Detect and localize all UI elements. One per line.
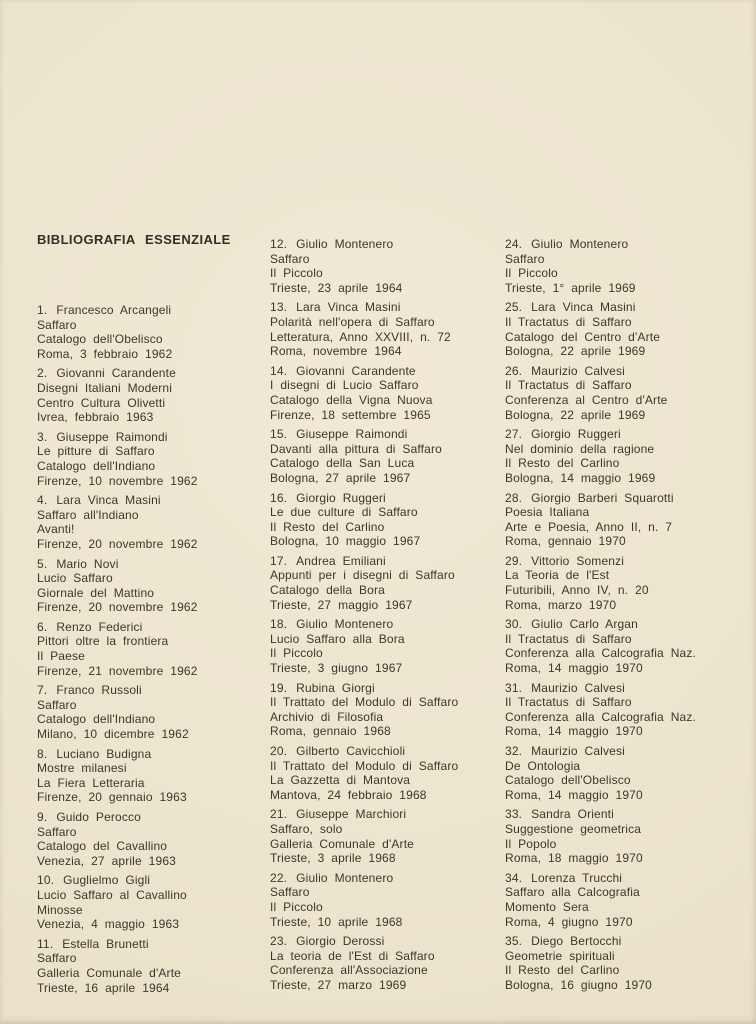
entry-line: Firenze, 10 novembre 1962 xyxy=(37,473,198,488)
entry-author-line xyxy=(270,554,500,569)
entry-line: Il Resto del Carlino xyxy=(505,963,620,978)
entry-line: Trieste, 23 aprile 1964 xyxy=(270,280,403,295)
entry-number: 17. xyxy=(270,553,288,568)
entry-number: 14. xyxy=(270,363,288,378)
entry-line: Conferenza alla Calcografia Naz. xyxy=(505,646,696,661)
entry-line: Archivio di Filosofia xyxy=(270,709,384,724)
entry-line: Bologna, 10 maggio 1967 xyxy=(270,534,421,549)
entry-author-line xyxy=(270,681,500,696)
entry-author-line xyxy=(270,491,500,506)
entry-author-line xyxy=(505,554,735,569)
entry-number: 35. xyxy=(505,934,523,949)
entry-line: Suggestione geometrica xyxy=(505,821,642,836)
entry-line: Saffaro, solo xyxy=(270,821,343,836)
entry-number: 3. xyxy=(37,429,48,444)
entry-author-line xyxy=(505,871,735,886)
entry-line: Firenze, 18 settembre 1965 xyxy=(270,407,431,422)
entry-line: Appunti per i disegni di Saffaro xyxy=(270,568,455,583)
entry-author-line xyxy=(270,427,500,442)
entry-number: 6. xyxy=(37,619,48,634)
entry-line: Catalogo della Vigna Nuova xyxy=(270,392,433,407)
entry-line: Catalogo del Centro d'Arte xyxy=(505,329,661,344)
entry-author: Lara Vinca Masini xyxy=(296,300,401,315)
entry-line: Trieste, 27 maggio 1967 xyxy=(270,597,413,612)
entry-line: Catalogo dell'Indiano xyxy=(37,458,156,473)
entry-line: Minosse xyxy=(37,902,83,917)
entry-number: 4. xyxy=(37,493,48,508)
entry-number: 30. xyxy=(505,617,523,632)
entry-line: Il Tractatus di Saffaro xyxy=(505,695,632,710)
entry-number: 32. xyxy=(505,744,523,758)
entry-line: Poesia Italiana xyxy=(505,505,590,520)
bibliography-column-2 xyxy=(270,237,500,998)
entry-number: 20. xyxy=(270,744,288,758)
bibliography-entry xyxy=(270,364,500,422)
entry-line: Lucio Saffaro xyxy=(37,571,113,586)
entry-number: 11. xyxy=(37,936,54,951)
entry-line: Le pitture di Saffaro xyxy=(37,444,155,459)
bibliography-entry xyxy=(37,557,267,615)
entry-number: 15. xyxy=(270,427,288,442)
bibliography-entry xyxy=(505,554,735,612)
bibliography-entry xyxy=(37,810,267,868)
entry-author-line xyxy=(505,617,735,632)
entry-number: 27. xyxy=(505,427,523,442)
bibliography-entry xyxy=(270,237,500,295)
entry-author-line xyxy=(37,366,267,381)
entry-author-line xyxy=(37,493,267,508)
entry-line: Roma, 4 giugno 1970 xyxy=(505,914,633,929)
bibliography-entry xyxy=(270,807,500,865)
entry-line: Catalogo dell'Obelisco xyxy=(505,773,631,788)
entry-line: Venezia, 4 maggio 1963 xyxy=(37,917,180,932)
entry-author: Guido Perocco xyxy=(56,810,141,824)
entry-number: 8. xyxy=(37,746,48,761)
bibliography-entry xyxy=(505,237,735,295)
entry-line: Saffaro xyxy=(37,824,77,839)
entry-line: Il Tractatus di Saffaro xyxy=(505,631,632,646)
entry-author-line xyxy=(37,303,267,318)
bibliography-column-1 xyxy=(37,303,267,1000)
entry-line: Ivrea, febbraio 1963 xyxy=(37,410,154,425)
entry-line: Il Resto del Carlino xyxy=(270,519,385,534)
entry-author-line xyxy=(37,683,267,698)
entry-author: Giuseppe Raimondi xyxy=(56,429,168,444)
entry-line: Catalogo della San Luca xyxy=(270,456,415,471)
entry-line: Firenze, 20 novembre 1962 xyxy=(37,600,198,615)
bibliography-entry xyxy=(270,554,500,612)
bibliography-entry xyxy=(270,744,500,802)
entry-author: Andrea Emiliani xyxy=(296,553,386,568)
bibliography-entry xyxy=(37,366,267,424)
bibliography-entry xyxy=(505,807,735,865)
entry-author: Franco Russoli xyxy=(56,683,142,698)
entry-line: Roma, novembre 1964 xyxy=(270,344,402,359)
bibliography-entry xyxy=(270,871,500,929)
entry-author-line xyxy=(270,744,500,759)
bibliography-entry xyxy=(505,871,735,929)
entry-author: Lara Vinca Masini xyxy=(531,300,636,315)
entry-author-line xyxy=(37,557,267,572)
bibliography-entry xyxy=(270,681,500,739)
entry-author-line xyxy=(37,747,267,762)
entry-line: Bologna, 14 maggio 1969 xyxy=(505,470,656,485)
entry-line: Pittori oltre la frontiera xyxy=(37,634,169,649)
entry-author: Giovanni Carandente xyxy=(56,366,176,381)
entry-line: Saffaro all'Indiano xyxy=(37,507,139,522)
entry-author-line xyxy=(270,871,500,886)
entry-number: 19. xyxy=(270,680,288,695)
entry-author: Maurizio Calvesi xyxy=(531,744,625,758)
bibliography-entry xyxy=(270,491,500,549)
entry-author-line xyxy=(270,934,500,949)
entry-author-line xyxy=(37,810,267,825)
entry-line: Saffaro xyxy=(270,251,310,266)
entry-number: 24. xyxy=(505,237,523,251)
entry-author: Giuseppe Marchiori xyxy=(296,807,407,822)
entry-author: Vittorio Somenzi xyxy=(531,553,625,568)
entry-line: Futuribili, Anno IV, n. 20 xyxy=(505,583,649,598)
entry-number: 5. xyxy=(37,556,48,571)
entry-line: Milano, 10 dicembre 1962 xyxy=(37,727,189,742)
entry-line: Il Piccolo xyxy=(270,266,323,281)
entry-author: Giorgio Derossi xyxy=(296,934,385,949)
entry-author-line xyxy=(505,491,735,506)
entry-line: Saffaro xyxy=(270,885,310,900)
entry-number: 10. xyxy=(37,873,55,888)
entry-author-line xyxy=(505,744,735,759)
entry-line: Trieste, 10 aprile 1968 xyxy=(270,914,403,929)
entry-line: Bologna, 22 aprile 1969 xyxy=(505,407,646,422)
entry-author: Lara Vinca Masini xyxy=(56,493,161,508)
entry-author-line xyxy=(270,807,500,822)
bibliography-entry xyxy=(270,300,500,358)
entry-line: Saffaro xyxy=(37,951,77,966)
entry-line: Roma, gennaio 1970 xyxy=(505,534,626,549)
entry-author-line xyxy=(505,681,735,696)
entry-author-line xyxy=(505,807,735,822)
entry-number: 21. xyxy=(270,807,288,822)
bibliography-entry xyxy=(37,303,267,361)
entry-author: Mario Novi xyxy=(56,556,119,571)
entry-line: Nel dominio della ragione xyxy=(505,441,655,456)
entry-number: 29. xyxy=(505,553,523,568)
bibliography-entry xyxy=(505,617,735,675)
entry-number: 31. xyxy=(505,680,523,695)
entry-number: 7. xyxy=(37,683,48,698)
entry-line: Polarità nell'opera di Saffaro xyxy=(270,314,435,329)
bibliography-entry xyxy=(505,300,735,358)
entry-author: Luciano Budigna xyxy=(56,746,152,761)
entry-line: Saffaro xyxy=(37,317,77,332)
entry-author: Giulio Carlo Argan xyxy=(531,617,638,632)
entry-author: Giulio Montenero xyxy=(296,237,394,251)
entry-line: Saffaro xyxy=(37,697,77,712)
entry-author-line xyxy=(270,617,500,632)
entry-number: 2. xyxy=(37,366,48,381)
entry-line: Il Piccolo xyxy=(270,646,323,661)
entry-number: 28. xyxy=(505,490,523,505)
bibliography-entry xyxy=(37,683,267,741)
entry-line: Il Piccolo xyxy=(505,266,558,281)
entry-line: La Teoria de l'Est xyxy=(505,568,610,583)
entry-author: Giulio Montenero xyxy=(531,237,629,251)
entry-line: Il Paese xyxy=(37,649,85,664)
entry-author-line xyxy=(37,873,267,888)
entry-author: Estella Brunetti xyxy=(62,936,149,951)
entry-author: Francesco Arcangeli xyxy=(56,303,172,317)
bibliography-entry xyxy=(505,744,735,802)
entry-number: 33. xyxy=(505,807,523,822)
entry-line: Catalogo dell'Indiano xyxy=(37,712,156,727)
entry-line: Firenze, 21 novembre 1962 xyxy=(37,663,198,678)
entry-line: Geometrie spirituali xyxy=(505,948,615,963)
entry-author: Maurizio Calvesi xyxy=(531,680,625,695)
entry-line: Saffaro alla Calcografia xyxy=(505,885,640,900)
entry-line: Momento Sera xyxy=(505,899,589,914)
entry-line: Conferenza al Centro d'Arte xyxy=(505,392,668,407)
entry-author-line xyxy=(270,300,500,315)
entry-line: Il Trattato del Modulo di Saffaro xyxy=(270,695,459,710)
entry-line: Conferenza alla Calcografia Naz. xyxy=(505,709,696,724)
entry-author: Giorgio Ruggeri xyxy=(296,490,386,505)
entry-line: Il Tractatus di Saffaro xyxy=(505,314,632,329)
entry-line: La Fiera Letteraria xyxy=(37,775,145,790)
entry-line: Roma, gennaio 1968 xyxy=(270,724,391,739)
bibliography-entry xyxy=(37,937,267,995)
entry-line: Il Resto del Carlino xyxy=(505,456,620,471)
entry-line: Bologna, 22 aprile 1969 xyxy=(505,344,646,359)
entry-line: Galleria Comunale d'Arte xyxy=(270,836,415,851)
entry-line: Trieste, 3 aprile 1968 xyxy=(270,851,396,866)
entry-author: Sandra Orienti xyxy=(531,807,614,822)
entry-line: Lucio Saffaro alla Bora xyxy=(270,631,405,646)
entry-number: 23. xyxy=(270,934,288,949)
bibliography-entry xyxy=(505,427,735,485)
bibliography-entry xyxy=(37,620,267,678)
bibliography-entry xyxy=(270,427,500,485)
entry-author: Rubina Giorgi xyxy=(296,680,375,695)
entry-author-line xyxy=(505,300,735,315)
bibliography-entry xyxy=(505,364,735,422)
entry-number: 9. xyxy=(37,810,48,824)
entry-line: Il Trattato del Modulo di Saffaro xyxy=(270,758,459,773)
entry-line: Catalogo dell'Obelisco xyxy=(37,332,163,347)
entry-line: Giornale del Mattino xyxy=(37,585,155,600)
entry-line: Galleria Comunale d'Arte xyxy=(37,965,182,980)
entry-author: Renzo Federici xyxy=(56,619,143,634)
entry-line: Venezia, 27 aprile 1963 xyxy=(37,853,176,868)
entry-author: Giovanni Carandente xyxy=(296,363,416,378)
entry-author-line xyxy=(37,430,267,445)
entry-line: Firenze, 20 gennaio 1963 xyxy=(37,790,187,805)
entry-line: Bologna, 16 giugno 1970 xyxy=(505,977,652,992)
entry-line: Disegni Italiani Moderni xyxy=(37,380,173,395)
entry-line: Catalogo della Bora xyxy=(270,583,385,598)
entry-line: Roma, 14 maggio 1970 xyxy=(505,787,643,802)
entry-author-line xyxy=(505,934,735,949)
entry-line: Conferenza all'Associazione xyxy=(270,963,428,978)
entry-line: Centro Cultura Olivetti xyxy=(37,395,166,410)
entry-author-line xyxy=(270,237,500,252)
entry-author: Guglielmo Gigli xyxy=(63,873,151,888)
entry-author-line xyxy=(270,364,500,379)
entry-line: Roma, 14 maggio 1970 xyxy=(505,724,643,739)
entry-line: Roma, marzo 1970 xyxy=(505,597,617,612)
entry-author-line xyxy=(505,237,735,252)
entry-author-line xyxy=(37,620,267,635)
bibliography-column-3 xyxy=(505,237,735,998)
entry-number: 12. xyxy=(270,237,288,251)
entry-line: Avanti! xyxy=(37,522,75,537)
bibliography-entry xyxy=(270,934,500,992)
bibliography-entry xyxy=(37,430,267,488)
entry-author-line xyxy=(505,364,735,379)
entry-line: Catalogo del Cavallino xyxy=(37,839,168,854)
entry-author: Maurizio Calvesi xyxy=(531,363,625,378)
entry-line: Il Popolo xyxy=(505,836,557,851)
bibliography-entry xyxy=(505,491,735,549)
bibliography-entry xyxy=(505,681,735,739)
entry-line: Le due culture di Saffaro xyxy=(270,505,418,520)
entry-author-line xyxy=(505,427,735,442)
entry-number: 26. xyxy=(505,363,523,378)
entry-number: 18. xyxy=(270,617,288,632)
entry-line: Mantova, 24 febbraio 1968 xyxy=(270,787,427,802)
entry-line: Davanti alla pittura di Saffaro xyxy=(270,441,442,456)
entry-line: Arte e Poesia, Anno II, n. 7 xyxy=(505,519,673,534)
entry-line: Il Piccolo xyxy=(270,899,323,914)
entry-line: Saffaro xyxy=(505,251,545,266)
entry-number: 13. xyxy=(270,300,288,315)
entry-line: Il Tractatus di Saffaro xyxy=(505,378,632,393)
entry-line: Firenze, 20 novembre 1962 xyxy=(37,536,198,551)
entry-number: 25. xyxy=(505,300,523,315)
entry-line: Trieste, 3 giugno 1967 xyxy=(270,661,403,676)
entry-number: 22. xyxy=(270,870,288,885)
entry-line: Trieste, 16 aprile 1964 xyxy=(37,980,170,995)
entry-author-line xyxy=(37,937,267,952)
entry-author: Giulio Montenero xyxy=(296,870,394,885)
bibliography-entry xyxy=(37,747,267,805)
entry-author: Diego Bertocchi xyxy=(531,934,622,949)
entry-line: Letteratura, Anno XXVIII, n. 72 xyxy=(270,329,451,344)
entry-line: La teoria de l'Est di Saffaro xyxy=(270,948,435,963)
entry-author: Lorenza Trucchi xyxy=(531,870,623,885)
page-title: BIBLIOGRAFIA ESSENZIALE xyxy=(37,232,231,247)
entry-line: I disegni di Lucio Saffaro xyxy=(270,378,419,393)
entry-number: 34. xyxy=(505,870,523,885)
bibliography-entry xyxy=(505,934,735,992)
bibliography-entry xyxy=(270,617,500,675)
bibliography-entry xyxy=(37,873,267,931)
entry-line: La Gazzetta di Mantova xyxy=(270,773,411,788)
entry-author: Giuseppe Raimondi xyxy=(296,427,408,442)
entry-line: Trieste, 27 marzo 1969 xyxy=(270,977,407,992)
entry-line: Roma, 18 maggio 1970 xyxy=(505,851,643,866)
entry-number: 1. xyxy=(37,303,48,317)
entry-line: Lucio Saffaro al Cavallino xyxy=(37,887,187,902)
entry-line: De Ontologia xyxy=(505,758,581,773)
entry-author: Giorgio Ruggeri xyxy=(531,427,621,442)
entry-author: Giorgio Barberi Squarotti xyxy=(531,490,674,505)
entry-author: Gilberto Cavicchioli xyxy=(296,744,406,758)
entry-line: Trieste, 1° aprile 1969 xyxy=(505,280,636,295)
entry-line: Mostre milanesi xyxy=(37,761,127,776)
entry-line: Roma, 3 febbraio 1962 xyxy=(37,346,173,361)
entry-number: 16. xyxy=(270,490,288,505)
bibliography-entry xyxy=(37,493,267,551)
entry-line: Bologna, 27 aprile 1967 xyxy=(270,470,411,485)
entry-line: Roma, 14 maggio 1970 xyxy=(505,661,643,676)
entry-author: Giulio Montenero xyxy=(296,617,394,632)
